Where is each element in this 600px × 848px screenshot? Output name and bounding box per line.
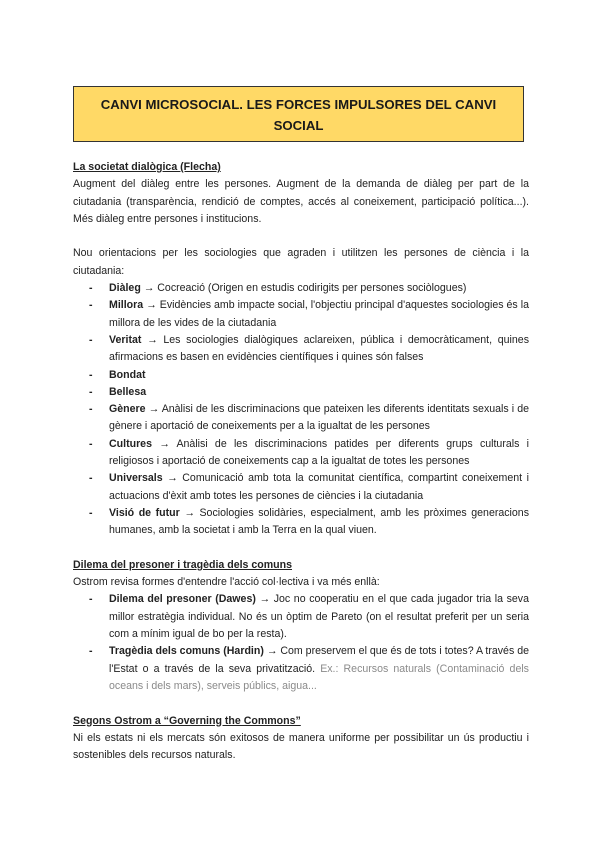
list-item: - Millora → Evidències amb impacte social, l'objectiu principal d'aquestes sociologies és la millora de les vides de la ciutadania — [89, 299, 529, 329]
list-item-desc: → Anàlisi de les discriminacions patides per diferents grups culturals i religiosos i aportació de coneixements cap a la igualtat de totes les persones — [109, 437, 529, 468]
section-intro-paragraph: Ostrom revisa formes d'entendre l'acció col·lectiva i va més enllà: — [73, 576, 380, 589]
list-item-term: Bellesa — [109, 385, 147, 398]
list-item-desc: → Sociologies solidàries, especialment, amb les pròximes generacions humanes, amb la societat i amb la Terra en la qual viuen. — [109, 506, 529, 537]
list-item: - Bellesa — [89, 385, 147, 398]
section-heading-societat-dialogica: La societat dialògica (Flecha) — [73, 161, 221, 173]
example-text: Ex.: Recursos naturals (Contaminació dels oceans i dels mars), serveis públics, aigua... — [109, 662, 529, 692]
title-line-2: SOCIAL — [273, 118, 324, 133]
list-item-term: Universals — [109, 472, 163, 485]
list-item-desc: → Com preservem el que és de tots i totes? A través de l'Estat o a través de la seva privatització. — [109, 645, 529, 675]
list-item: - Diàleg → Cocreació (Origen en estudis codirigits per persones sociòlogues) — [89, 282, 467, 295]
list-item-desc: → Cocreació (Origen en estudis codirigits per persones sociòlogues) — [140, 282, 467, 295]
list-item: - Veritat → Les sociologies dialògiques aclareixen, pública i democràticament, quines afirmacions es basen en evidències científiques i quines són falses — [89, 333, 529, 364]
list-item-term: Bondat — [109, 368, 146, 381]
list-item-desc: → Evidències amb impacte social, l'objectiu principal d'aquestes sociologies és la millora de les vides de la ciutadania — [109, 299, 529, 329]
list-item-term: Cultures — [109, 437, 152, 450]
list-item: - Cultures → Anàlisi de les discriminacions patides per diferents grups culturals i religiosos i aportació de coneixements cap a la igualtat de totes les persones — [89, 437, 529, 468]
list-item-desc: → Comunicació amb tota la comunitat científica, compartint coneixement i actuacions d'èxit amb totes les persones de ciències i la ciutadania — [109, 472, 529, 502]
list-item-desc: → Joc no cooperatiu en el que cada jugador tria la seva millor estratègia individual. No és un òptim de Pareto (on el resultat preferit per un seria com a mínim igual de bo per la resta). — [109, 593, 529, 641]
list-item: - Tragèdia dels comuns (Hardin) → Com preservem el que és de tots i totes? A través de l'Estat o a través de la seva privatització. Ex.: Recursos naturals (Contaminació dels oceans i dels mars), serveis públics, aigua... — [89, 645, 529, 692]
section-intro-paragraph: Augment del diàleg entre les persones. Augment de la demanda de diàleg per part de la ciutadania (transparència, rendició de comptes, accés al coneixement, participació política...). Més diàleg entre persones i institucions. — [73, 178, 529, 225]
section-heading-ostrom: Segons Ostrom a “Governing the Commons” — [73, 714, 301, 727]
orientations-intro-paragraph: Nou orientacions per les sociologies que agraden i utilitzen les persones de ciència i la ciutadania: — [73, 247, 529, 277]
list-item-term: Dilema del presoner (Dawes) — [109, 593, 256, 606]
section-heading-dilema-presoner: Dilema del presoner i tragèdia dels comuns — [73, 558, 293, 571]
list-item-term: Millora — [109, 299, 144, 312]
list-item: - Visió de futur → Sociologies solidàries, especialment, amb les pròximes generacions humanes, amb la societat i amb la Terra en la qual viuen. — [89, 506, 529, 537]
section-paragraph: Ni els estats ni els mercats són exitosos de manera uniforme per possibilitar un ús productiu i sostenibles dels recursos naturals. — [73, 731, 529, 762]
list-item: - Universals → Comunicació amb tota la comunitat científica, compartint coneixement i actuacions d'èxit amb totes les persones de ciències i la ciutadania — [89, 472, 529, 502]
list-item-term: Visió de futur — [109, 506, 180, 519]
concepts-list — [73, 591, 529, 695]
list-item: - Bondat — [89, 368, 146, 381]
list-item-term: Diàleg — [109, 282, 141, 295]
list-item-term: Veritat — [109, 333, 142, 346]
document-body — [73, 159, 529, 764]
list-item-desc: → Anàlisi de les discriminacions que pateixen les diferents identitats sexuals i de gènere i aportació de coneixements per a la igualtat de les persones — [109, 403, 529, 433]
orientations-list — [73, 280, 529, 539]
list-item: - Gènere → Anàlisi de les discriminacions que pateixen les diferents identitats sexuals i de gènere i aportació de coneixements per a la igualtat de les persones — [89, 403, 529, 433]
list-item-term: Tragèdia dels comuns (Hardin) — [109, 645, 264, 658]
title-line-1: CANVI MICROSOCIAL. LES FORCES IMPULSORES DEL CANVI — [100, 97, 497, 112]
list-item-term: Gènere — [109, 403, 146, 416]
list-item-desc: → Les sociologies dialògiques aclareixen, pública i democràticament, quines afirmacions es basen en evidències científiques i quines són falses — [109, 333, 529, 364]
list-item: - Dilema del presoner (Dawes) → Joc no cooperatiu en el que cada jugador tria la seva millor estratègia individual. No és un òptim de Pareto (on el resultat preferit per un seria com a mínim igual de bo per la resta). — [89, 593, 529, 641]
title-box — [73, 86, 524, 142]
